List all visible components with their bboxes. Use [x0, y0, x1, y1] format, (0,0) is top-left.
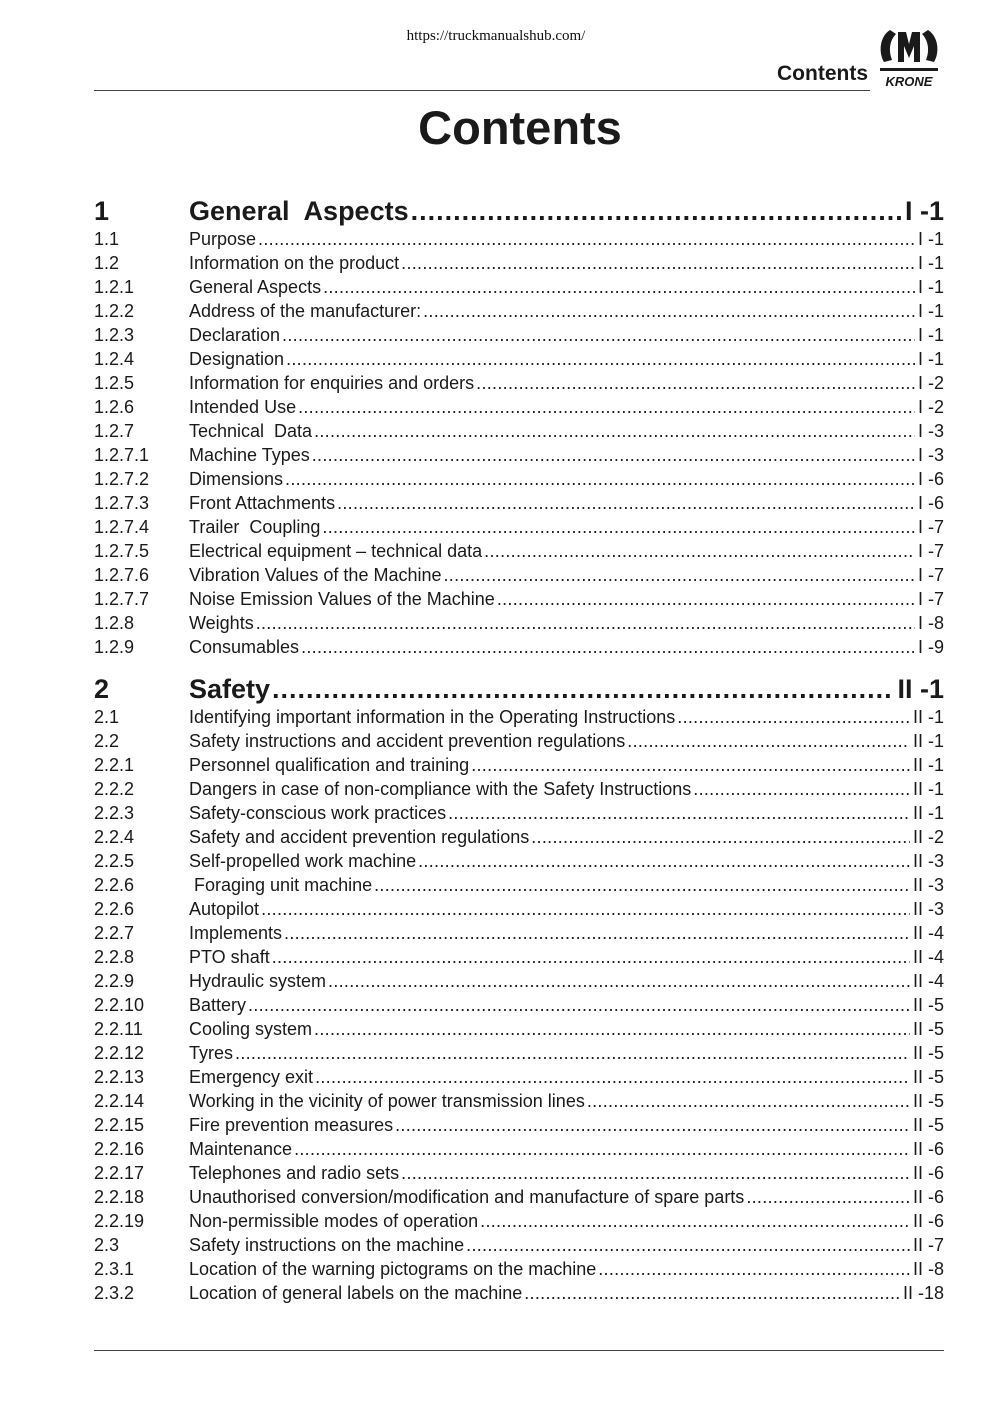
toc-entry[interactable]: [94, 945, 944, 969]
toc-entry-number: 2.2.11: [94, 1019, 143, 1039]
toc-chapter-title: Safety: [189, 674, 271, 704]
toc-entry[interactable]: [94, 1233, 944, 1257]
toc-entry-page: I -7: [917, 541, 944, 561]
toc-entry-title: Foraging unit machine: [189, 875, 373, 895]
toc-entry-number: 1.2.7.2: [94, 469, 150, 489]
toc-entry-leader: [248, 993, 910, 1017]
toc-entry-number: 2.2.17: [94, 1163, 145, 1183]
toc-entry-number: 2.3: [94, 1235, 120, 1255]
toc-entry-number: 1.2.4: [94, 349, 135, 369]
toc-entry-title: Information for enquiries and orders: [189, 373, 475, 393]
toc-entry-page: II -1: [912, 707, 944, 727]
toc-entry-title: Dangers in case of non-compliance with the Safety Instructions: [189, 779, 692, 799]
toc-entry[interactable]: [94, 969, 944, 993]
source-url: https://truckmanualshub.com/: [406, 28, 586, 44]
toc-entry-leader: [395, 1113, 910, 1137]
toc-entry[interactable]: [94, 443, 944, 467]
toc-entry-number: 2.2.5: [94, 851, 135, 871]
toc-entry-title: Intended Use: [189, 397, 297, 417]
toc-entry-leader: [235, 1041, 910, 1065]
toc-entry-title: Maintenance: [189, 1139, 293, 1159]
toc-entry-number: 1.2.7.3: [94, 493, 150, 513]
toc-chapter[interactable]: [94, 673, 944, 705]
toc-entry-title: Technical Data: [189, 421, 313, 441]
toc-entry-page: I -1: [917, 325, 944, 345]
toc-entry[interactable]: [94, 395, 944, 419]
toc-entry-page: II -1: [912, 803, 944, 823]
toc-entry-leader: [314, 1017, 910, 1041]
toc-entry-title: Telephones and radio sets: [189, 1163, 400, 1183]
toc-entry-number: 2.1: [94, 707, 120, 727]
toc-entry-leader: [312, 443, 915, 467]
toc-entry[interactable]: [94, 1137, 944, 1161]
toc-entry-number: 1.2.7.5: [94, 541, 150, 561]
toc-entry-title: Safety instructions and accident prevention regulations: [189, 731, 626, 751]
toc-chapter-leader: [411, 195, 902, 227]
toc-entry-leader: [693, 777, 910, 801]
toc-entry-page: II -5: [912, 1115, 944, 1135]
toc-entry-leader: [587, 1089, 910, 1113]
toc-entry-title: Hydraulic system: [189, 971, 327, 991]
toc-entry-leader: [261, 897, 910, 921]
toc-entry-title: Unauthorised conversion/modification and manufacture of spare parts: [189, 1187, 745, 1207]
krone-logo-icon: [874, 22, 944, 92]
toc-entry-number: 2.2.8: [94, 947, 135, 967]
toc-entry[interactable]: [94, 563, 944, 587]
toc-entry[interactable]: [94, 873, 944, 897]
toc-entry-page: I -7: [917, 589, 944, 609]
toc-entry-page: II -5: [912, 1091, 944, 1111]
toc-entry-leader: [301, 635, 915, 659]
toc-entry[interactable]: [94, 275, 944, 299]
toc-entry[interactable]: [94, 515, 944, 539]
toc-entry-leader: [524, 1281, 900, 1305]
toc-chapter-number: 2: [94, 674, 110, 704]
toc-entry-page: II -2: [912, 827, 944, 847]
footer-rule: [94, 1350, 944, 1351]
toc-entry-leader: [598, 1257, 910, 1281]
toc-entry-leader: [401, 1161, 910, 1185]
toc-entry-number: 1.1: [94, 229, 120, 249]
toc-entry-title: Front Attachments: [189, 493, 336, 513]
toc-entry-leader: [466, 1233, 910, 1257]
page-title: Contents: [418, 101, 622, 154]
toc-entry-leader: [374, 873, 910, 897]
toc-chapter-title: General Aspects: [189, 196, 409, 226]
header-rule: [94, 90, 870, 91]
toc-entry-page: I -1: [917, 253, 944, 273]
toc-entry[interactable]: [94, 635, 944, 659]
toc-entry[interactable]: [94, 251, 944, 275]
toc-entry-page: I -1: [917, 277, 944, 297]
toc-entry-leader: [256, 611, 915, 635]
toc-entry[interactable]: [94, 539, 944, 563]
toc-entry-page: II -5: [912, 1019, 944, 1039]
toc-entry-leader: [298, 395, 915, 419]
toc-entry-number: 2.2.16: [94, 1139, 145, 1159]
toc-entry-page: II -4: [912, 971, 944, 991]
toc-entry[interactable]: [94, 1089, 944, 1113]
toc-entry-title: Identifying important information in the Operating Instructions: [189, 707, 676, 727]
toc-entry-number: 1.2.2: [94, 301, 135, 321]
toc-entry[interactable]: [94, 1281, 944, 1305]
toc-entry-title: Safety-conscious work practices: [189, 803, 447, 823]
toc-entry-number: 1.2.5: [94, 373, 135, 393]
toc-entry-number: 1.2.7.1: [94, 445, 150, 465]
toc-entry-title: Implements: [189, 923, 283, 943]
toc-entry-leader: [282, 323, 915, 347]
toc-entry-number: 2.3.1: [94, 1259, 135, 1279]
toc-entry-leader: [315, 1065, 910, 1089]
toc-entry-page: I -7: [917, 565, 944, 585]
toc-entry-number: 2.2.14: [94, 1091, 145, 1111]
toc-entry-title: Battery: [189, 995, 247, 1015]
toc-entry-leader: [497, 587, 915, 611]
toc-entry-page: I -7: [917, 517, 944, 537]
toc-entry-page: II -3: [912, 851, 944, 871]
toc-entry-number: 1.2.3: [94, 325, 135, 345]
toc-entry-page: I -2: [917, 397, 944, 417]
toc-entry-number: 1.2.7.6: [94, 565, 150, 585]
toc-entry-title: Designation: [189, 349, 285, 369]
toc-chapter-number: 1: [94, 196, 110, 226]
toc-entry-title: General Aspects: [189, 277, 322, 297]
toc-entry[interactable]: [94, 897, 944, 921]
toc-entry-leader: [418, 849, 910, 873]
toc-entry-title: Noise Emission Values of the Machine: [189, 589, 495, 609]
toc-entry[interactable]: [94, 323, 944, 347]
toc-entry-page: I -2: [917, 373, 944, 393]
toc-entry-leader: [480, 1209, 910, 1233]
running-header: Contents: [777, 62, 868, 85]
table-of-contents: [94, 195, 944, 1305]
toc-entry-number: 2.2.15: [94, 1115, 145, 1135]
toc-entry-number: 2.2.9: [94, 971, 135, 991]
toc-entry-title: Consumables: [189, 637, 300, 657]
toc-entry-number: 2.2.18: [94, 1187, 145, 1207]
toc-entry-number: 2.2.7: [94, 923, 135, 943]
toc-entry[interactable]: [94, 299, 944, 323]
toc-entry-page: I -1: [917, 229, 944, 249]
toc-entry[interactable]: [94, 1185, 944, 1209]
logo-wordmark: KRONE: [885, 74, 933, 89]
toc-entry-leader: [677, 705, 910, 729]
toc-entry-title: Emergency exit: [189, 1067, 314, 1087]
toc-chapter-leader: [272, 673, 894, 705]
toc-entry-page: I -3: [917, 445, 944, 465]
toc-entry-leader: [258, 227, 915, 251]
toc-entry-title: Autopilot: [189, 899, 260, 919]
toc-entry-page: II -6: [912, 1211, 944, 1231]
toc-entry-title: Vibration Values of the Machine: [189, 565, 442, 585]
toc-entry[interactable]: [94, 849, 944, 873]
toc-entry-leader: [484, 539, 915, 563]
toc-entry[interactable]: [94, 993, 944, 1017]
toc-entry-title: Safety and accident prevention regulations: [189, 827, 530, 847]
toc-entry-number: 1.2.7: [94, 421, 135, 441]
toc-entry[interactable]: [94, 347, 944, 371]
toc-entry-page: II -4: [912, 923, 944, 943]
toc-entry-page: II -18: [902, 1283, 944, 1303]
toc-entry-title: Fire prevention measures: [189, 1115, 394, 1135]
toc-entry-title: Safety instructions on the machine: [189, 1235, 465, 1255]
toc-entry[interactable]: [94, 371, 944, 395]
toc-entry-page: II -6: [912, 1163, 944, 1183]
toc-entry[interactable]: [94, 729, 944, 753]
toc-entry-leader: [448, 801, 910, 825]
toc-entry-leader: [444, 563, 915, 587]
toc-entry[interactable]: [94, 491, 944, 515]
toc-entry-title: Self-propelled work machine: [189, 851, 417, 871]
toc-entry-page: II -6: [912, 1187, 944, 1207]
toc-entry[interactable]: [94, 1041, 944, 1065]
toc-entry-number: 2.2.4: [94, 827, 135, 847]
toc-entry-leader: [746, 1185, 910, 1209]
toc-entry-page: II -5: [912, 1043, 944, 1063]
toc-entry[interactable]: [94, 1161, 944, 1185]
toc-entry-number: 1.2.8: [94, 613, 135, 633]
toc-entry-page: II -8: [912, 1259, 944, 1279]
toc-entry-number: 2.2.6: [94, 875, 135, 895]
toc-chapter-page: I -1: [904, 196, 944, 226]
toc-entry-page: I -6: [917, 493, 944, 513]
toc-entry-number: 2.2.19: [94, 1211, 145, 1231]
toc-entry-page: II -1: [912, 731, 944, 751]
toc-entry-title: Declaration: [189, 325, 281, 345]
toc-entry-number: 1.2.7.4: [94, 517, 150, 537]
toc-entry-page: I -9: [917, 637, 944, 657]
toc-entry-title: Tyres: [189, 1043, 234, 1063]
toc-entry-page: I -1: [917, 349, 944, 369]
toc-chapter-page: II -1: [897, 674, 944, 704]
toc-entry-page: II -7: [912, 1235, 944, 1255]
toc-entry[interactable]: [94, 1065, 944, 1089]
toc-entry-page: II -3: [912, 899, 944, 919]
toc-entry-page: I -3: [917, 421, 944, 441]
toc-entry[interactable]: [94, 467, 944, 491]
toc-entry-number: 2.2.13: [94, 1067, 145, 1087]
toc-entry-number: 2.3.2: [94, 1283, 135, 1303]
toc-entry-title: Location of general labels on the machine: [189, 1283, 523, 1303]
toc-entry-title: Cooling system: [189, 1019, 313, 1039]
toc-entry-title: PTO shaft: [189, 947, 270, 967]
toc-entry-title: Purpose: [189, 229, 257, 249]
toc-entry-leader: [531, 825, 910, 849]
toc-entry-page: II -3: [912, 875, 944, 895]
toc-entry[interactable]: [94, 227, 944, 251]
toc-entry[interactable]: [94, 611, 944, 635]
toc-entry[interactable]: [94, 705, 944, 729]
toc-entry-number: 1.2.9: [94, 637, 135, 657]
toc-entry-leader: [322, 515, 915, 539]
toc-entry-number: 2.2.1: [94, 755, 135, 775]
toc-entry-page: II -6: [912, 1139, 944, 1159]
toc-entry-number: 2.2.10: [94, 995, 145, 1015]
toc-entry-title: Non-permissible modes of operation: [189, 1211, 479, 1231]
toc-entry-number: 2.2: [94, 731, 120, 751]
toc-entry-number: 2.2.6: [94, 899, 135, 919]
toc-entry[interactable]: [94, 801, 944, 825]
toc-entry-page: I -6: [917, 469, 944, 489]
toc-entry-leader: [285, 467, 915, 491]
toc-entry[interactable]: [94, 1209, 944, 1233]
toc-entry-leader: [401, 251, 915, 275]
toc-entry-page: I -8: [917, 613, 944, 633]
toc-entry-title: Location of the warning pictograms on the machine: [189, 1259, 597, 1279]
toc-entry-leader: [323, 275, 915, 299]
toc-entry-number: 1.2.1: [94, 277, 135, 297]
toc-entry-title: Machine Types: [189, 445, 310, 465]
toc-entry-leader: [328, 969, 910, 993]
toc-entry-title: Trailer Coupling: [189, 517, 321, 537]
toc-entry-page: II -5: [912, 995, 944, 1015]
toc-entry-leader: [471, 753, 910, 777]
toc-entry-leader: [272, 945, 910, 969]
toc-entry-leader: [476, 371, 915, 395]
toc-entry-leader: [337, 491, 915, 515]
toc-entry-leader: [423, 299, 915, 323]
toc-entry-title: Electrical equipment – technical data: [189, 541, 483, 561]
toc-entry[interactable]: [94, 587, 944, 611]
toc-entry-page: II -1: [912, 779, 944, 799]
toc-entry[interactable]: [94, 1257, 944, 1281]
toc-entry-leader: [284, 921, 910, 945]
toc-entry-number: 1.2: [94, 253, 120, 273]
toc-entry-page: II -1: [912, 755, 944, 775]
toc-entry-leader: [314, 419, 915, 443]
toc-chapter[interactable]: [94, 195, 944, 227]
toc-entry-title: Weights: [189, 613, 254, 633]
toc-entry[interactable]: [94, 825, 944, 849]
toc-entry-number: 1.2.7.7: [94, 589, 150, 609]
toc-entry-number: 2.2.12: [94, 1043, 145, 1063]
toc-entry-title: Dimensions: [189, 469, 284, 489]
toc-entry-page: II -5: [912, 1067, 944, 1087]
toc-entry-title: Personnel qualification and training: [189, 755, 470, 775]
toc-entry[interactable]: [94, 1017, 944, 1041]
toc-entry-number: 2.2.2: [94, 779, 135, 799]
toc-entry-leader: [286, 347, 915, 371]
toc-entry-page: I -1: [917, 301, 944, 321]
toc-entry[interactable]: [94, 419, 944, 443]
toc-entry[interactable]: [94, 921, 944, 945]
toc-entry-title: Working in the vicinity of power transmission lines: [189, 1091, 585, 1111]
toc-entry[interactable]: [94, 753, 944, 777]
toc-entry[interactable]: [94, 777, 944, 801]
toc-entry-title: Information on the product: [189, 253, 400, 273]
toc-entry-leader: [294, 1137, 910, 1161]
toc-entry-title: Address of the manufacturer:: [189, 301, 422, 321]
toc-entry-leader: [627, 729, 910, 753]
toc-entry-number: 2.2.3: [94, 803, 135, 823]
toc-entry-number: 1.2.6: [94, 397, 135, 417]
toc-entry[interactable]: [94, 1113, 944, 1137]
toc-entry-page: II -4: [912, 947, 944, 967]
